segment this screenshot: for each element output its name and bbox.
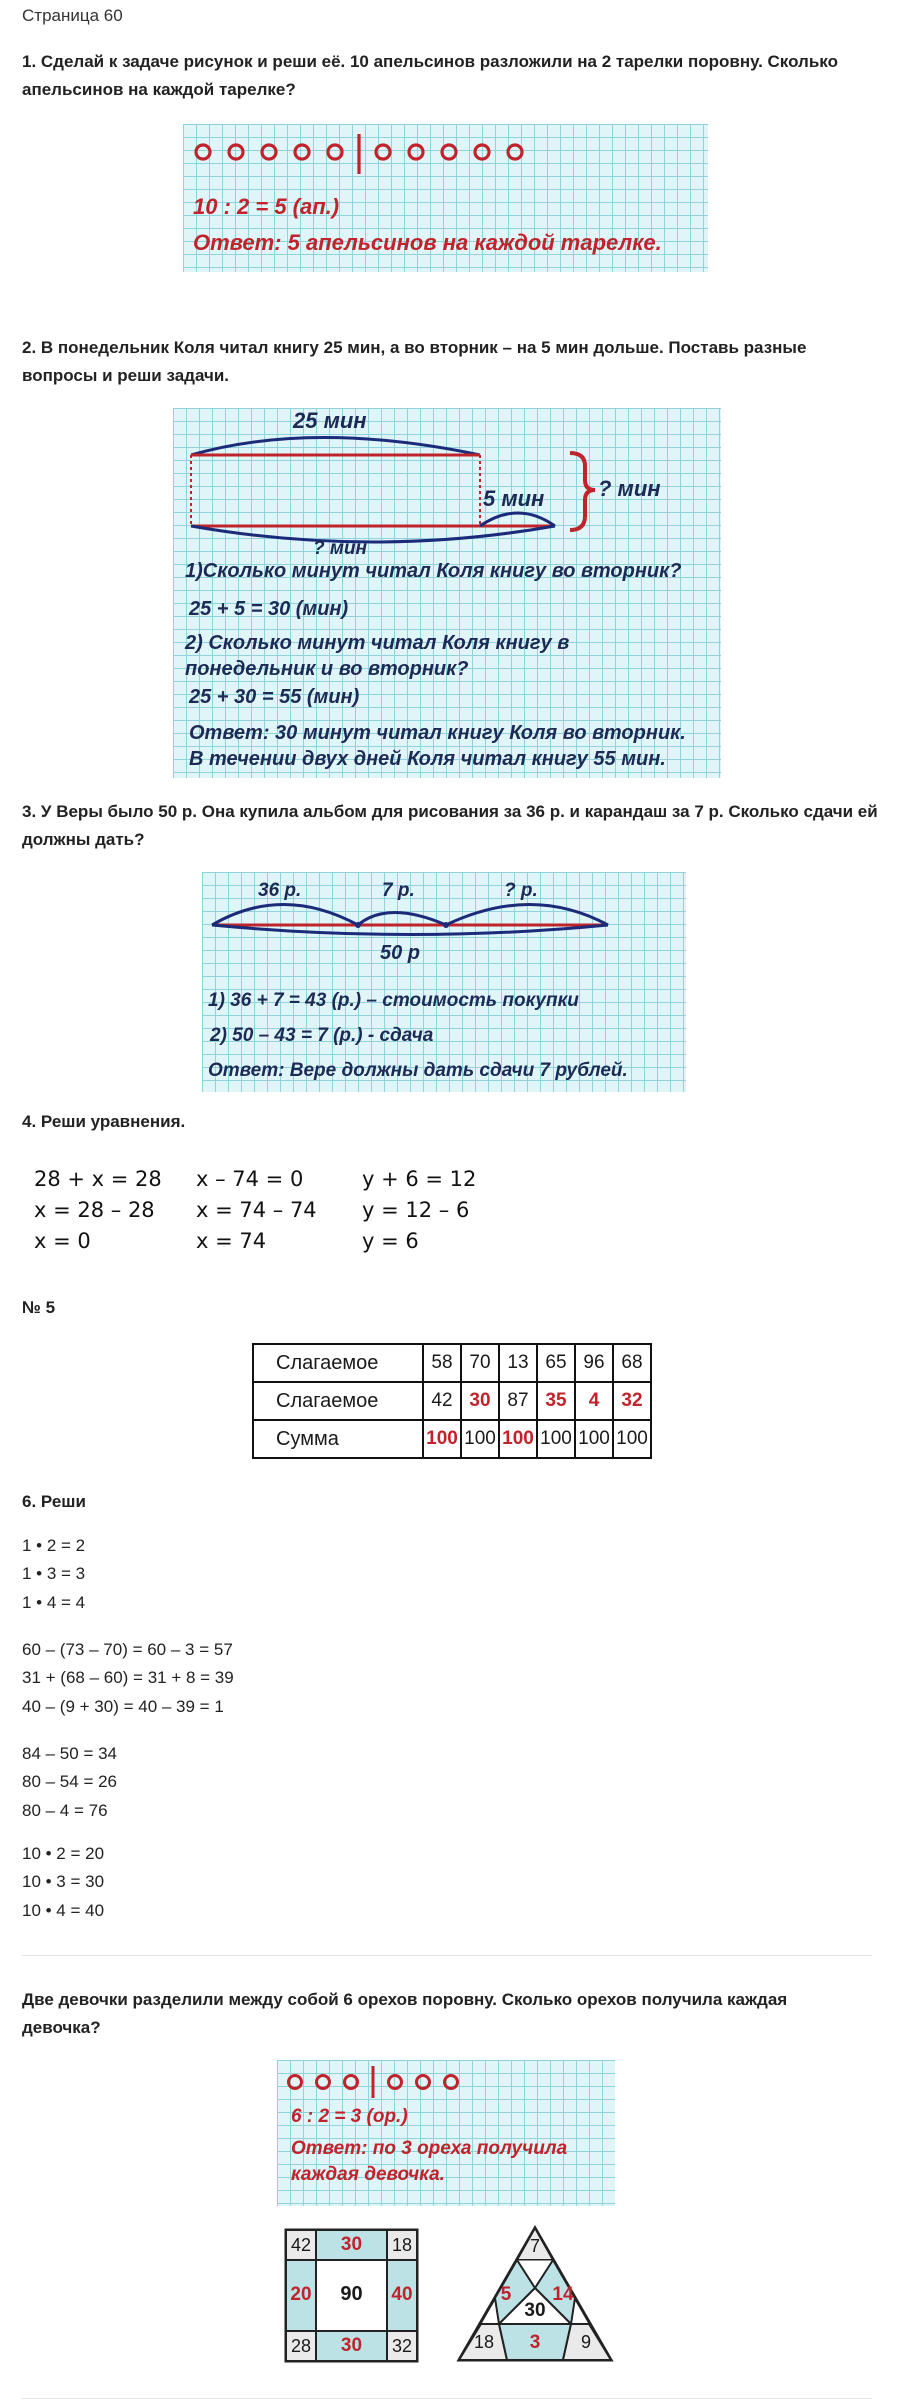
brace-diff [480, 513, 555, 526]
brace-bottom [191, 526, 555, 542]
square-puzzle [284, 2228, 419, 2363]
arc-7r [358, 913, 446, 926]
side-left: 20 [290, 2284, 312, 2305]
nut-circle [345, 2076, 358, 2089]
task1-figure [183, 124, 708, 272]
tri-center: 30 [524, 2300, 546, 2321]
arc-rest [446, 905, 608, 926]
task6-group-3 [22, 1740, 117, 1825]
expression-line: 31 + (68 – 60) = 31 + 8 = 39 [22, 1668, 234, 1688]
cell: 96 [575, 1344, 613, 1382]
label-total: ? мин [598, 476, 661, 501]
task3-text: 3. У Веры было 50 р. Она купила альбом для рисования за 36 р. и карандаш за 7 р. Сколько сдачи ей должны дать? [22, 802, 878, 849]
orange-circle [262, 145, 276, 159]
cell-answer: 4 [575, 1382, 613, 1420]
corner-tr: 18 [391, 2235, 413, 2255]
center-value: 90 [340, 2283, 363, 2305]
equation-line: x = 28 – 28 [34, 1198, 155, 1222]
label-25min: 25 мин [293, 408, 367, 433]
side-right: 40 [391, 2284, 413, 2305]
triangle-puzzle [455, 2224, 615, 2364]
task6-group-1 [22, 1532, 85, 1617]
expression-line: 1 • 2 = 2 [22, 1536, 86, 1555]
cell: 13 [499, 1344, 537, 1382]
task2-q2-line1: 2) Сколько минут читал Коля книгу в [185, 632, 570, 654]
tri-top: 7 [529, 2236, 540, 2256]
label-bottom: ? мин [313, 538, 368, 559]
equation-line: y + 6 = 12 [362, 1167, 477, 1191]
orange-circle [442, 145, 456, 159]
equation-line: 28 + x = 28 [34, 1167, 162, 1191]
row-label: Слагаемое [253, 1382, 423, 1420]
label-unknown-r: ? р. [504, 880, 538, 901]
equation-col-2 [196, 1164, 317, 1257]
task3-s2: 2) 50 – 43 = 7 (р.) - сдача [210, 1025, 434, 1046]
table-row [253, 1344, 651, 1382]
equation-col-3 [362, 1164, 476, 1257]
cell: 100 [575, 1420, 613, 1458]
equation-line: x – 74 = 0 [196, 1167, 304, 1191]
nut-circle [317, 2076, 330, 2089]
nuts-drawing [277, 2060, 615, 2110]
brace-top [191, 438, 480, 456]
nut-circle [417, 2076, 430, 2089]
task7-answer-line1: Ответ: по 3 ореха получила [291, 2138, 568, 2159]
tri-right: 14 [552, 2284, 574, 2305]
orange-circle [508, 145, 522, 159]
nut-circle [389, 2076, 402, 2089]
cell-answer: 100 [423, 1420, 461, 1458]
task5-title: № 5 [22, 1298, 56, 1317]
expression-line: 84 – 50 = 34 [22, 1744, 118, 1763]
task1-text: 1. Сделай к задаче рисунок и реши её. 10 апельсинов разложили на 2 тарелки поровну. Сколько апельсинов на каждой тарелке? [22, 52, 838, 99]
equation-line: x = 74 – 74 [196, 1198, 317, 1222]
expression-line: 10 • 2 = 20 [22, 1844, 105, 1863]
task2-answer-line2: В течении двух дней Коля читал книгу 55 мин. [189, 748, 666, 770]
equation-line: x = 74 [196, 1229, 267, 1253]
task2-text: 2. В понедельник Коля читал книгу 25 мин, а во вторник – на 5 мин дольше. Поставь разные вопросы и реши задачи. [22, 338, 807, 385]
cell-answer: 32 [613, 1382, 651, 1420]
corner-bl: 28 [290, 2336, 312, 2356]
cell-answer: 35 [537, 1382, 575, 1420]
orange-circle [295, 145, 309, 159]
expression-line: 10 • 4 = 40 [22, 1900, 105, 1920]
tri-left: 5 [500, 2284, 512, 2305]
page-title: Страница 60 [22, 6, 123, 25]
task1-answer: Ответ: 5 апельсинов на каждой тарелке. [193, 230, 662, 255]
side-bottom: 30 [340, 2335, 363, 2356]
orange-circle [409, 145, 423, 159]
task2-figure [173, 408, 721, 778]
task2-answer-line1: Ответ: 30 минут читал книгу Коля во вторник. [189, 722, 686, 744]
cell: 68 [613, 1344, 651, 1382]
orange-circle [196, 145, 210, 159]
brace-total [570, 453, 595, 530]
divider [22, 2398, 872, 2399]
expression-line: 80 – 4 = 76 [22, 1800, 108, 1820]
task7-answer-line2: каждая девочка. [291, 2164, 445, 2185]
nut-circle [289, 2076, 302, 2089]
task6-group-4 [22, 1840, 104, 1925]
tri-bottom-left: 18 [473, 2332, 495, 2352]
equation-line: x = 0 [34, 1229, 91, 1253]
task3-answer: Ответ: Вере должны дать сдачи 7 рублей. [208, 1060, 628, 1081]
task3-figure [202, 872, 686, 1092]
label-36r: 36 р. [258, 880, 302, 901]
task4-title: 4. Реши уравнения. [22, 1112, 186, 1131]
orange-circle [229, 145, 243, 159]
task6-title: 6. Реши [22, 1492, 86, 1511]
equation-col-1 [34, 1164, 162, 1257]
orange-circle [475, 145, 489, 159]
task3-s1: 1) 36 + 7 = 43 (р.) – стоимость покупки [208, 990, 579, 1011]
expression-line: 80 – 54 = 26 [22, 1772, 118, 1792]
expression-line: 40 – (9 + 30) = 40 – 39 = 1 [22, 1696, 224, 1716]
cell: 100 [461, 1420, 499, 1458]
task2-s2: 25 + 30 = 55 (мин) [189, 686, 360, 708]
label-7r: 7 р. [382, 880, 415, 901]
expression-line: 10 • 3 = 30 [22, 1872, 105, 1892]
label-50r: 50 р [380, 942, 421, 964]
cell: 100 [613, 1420, 651, 1458]
label-5min: 5 мин [483, 486, 545, 511]
tri-bottom-right: 9 [580, 2332, 591, 2352]
cell: 65 [537, 1344, 575, 1382]
task2-q1: 1)Сколько минут читал Коля книгу во вторник? [185, 560, 682, 582]
cell: 100 [537, 1420, 575, 1458]
equation-line: y = 12 – 6 [362, 1198, 470, 1222]
task7-text: Две девочки разделили между собой 6 орехов поровну. Сколько орехов получила каждая девочка? [22, 1990, 788, 2037]
equation-line: y = 6 [362, 1229, 419, 1253]
row-label: Слагаемое [253, 1344, 423, 1382]
task6-group-2 [22, 1636, 234, 1721]
divider [22, 1955, 872, 1956]
orange-circle [376, 145, 390, 159]
arc-36r [212, 905, 358, 926]
side-top: 30 [340, 2234, 363, 2255]
expression-line: 60 – (73 – 70) = 60 – 3 = 57 [22, 1640, 233, 1659]
table-row [253, 1420, 651, 1458]
cell: 42 [423, 1382, 461, 1420]
corner-tl: 42 [290, 2235, 312, 2255]
task1-solution: 10 : 2 = 5 (ап.) [193, 194, 340, 219]
cell-answer: 100 [499, 1420, 537, 1458]
nut-circle [445, 2076, 458, 2089]
expression-line: 1 • 4 = 4 [22, 1592, 86, 1612]
row-label: Сумма [253, 1420, 423, 1458]
orange-circle [328, 145, 342, 159]
expression-line: 1 • 3 = 3 [22, 1564, 86, 1584]
task7-figure [277, 2060, 615, 2206]
tri-bottom-mid: 3 [529, 2332, 541, 2353]
task7-solution: 6 : 2 = 3 (ор.) [291, 2106, 408, 2127]
cell: 58 [423, 1344, 461, 1382]
cell: 87 [499, 1382, 537, 1420]
task2-q2-line2: понедельник и во вторник? [185, 658, 469, 680]
task2-s1: 25 + 5 = 30 (мин) [189, 598, 349, 620]
table-row [253, 1382, 651, 1420]
cell: 70 [461, 1344, 499, 1382]
sum-table [252, 1343, 652, 1459]
cell-answer: 30 [461, 1382, 499, 1420]
corner-br: 32 [391, 2336, 413, 2356]
